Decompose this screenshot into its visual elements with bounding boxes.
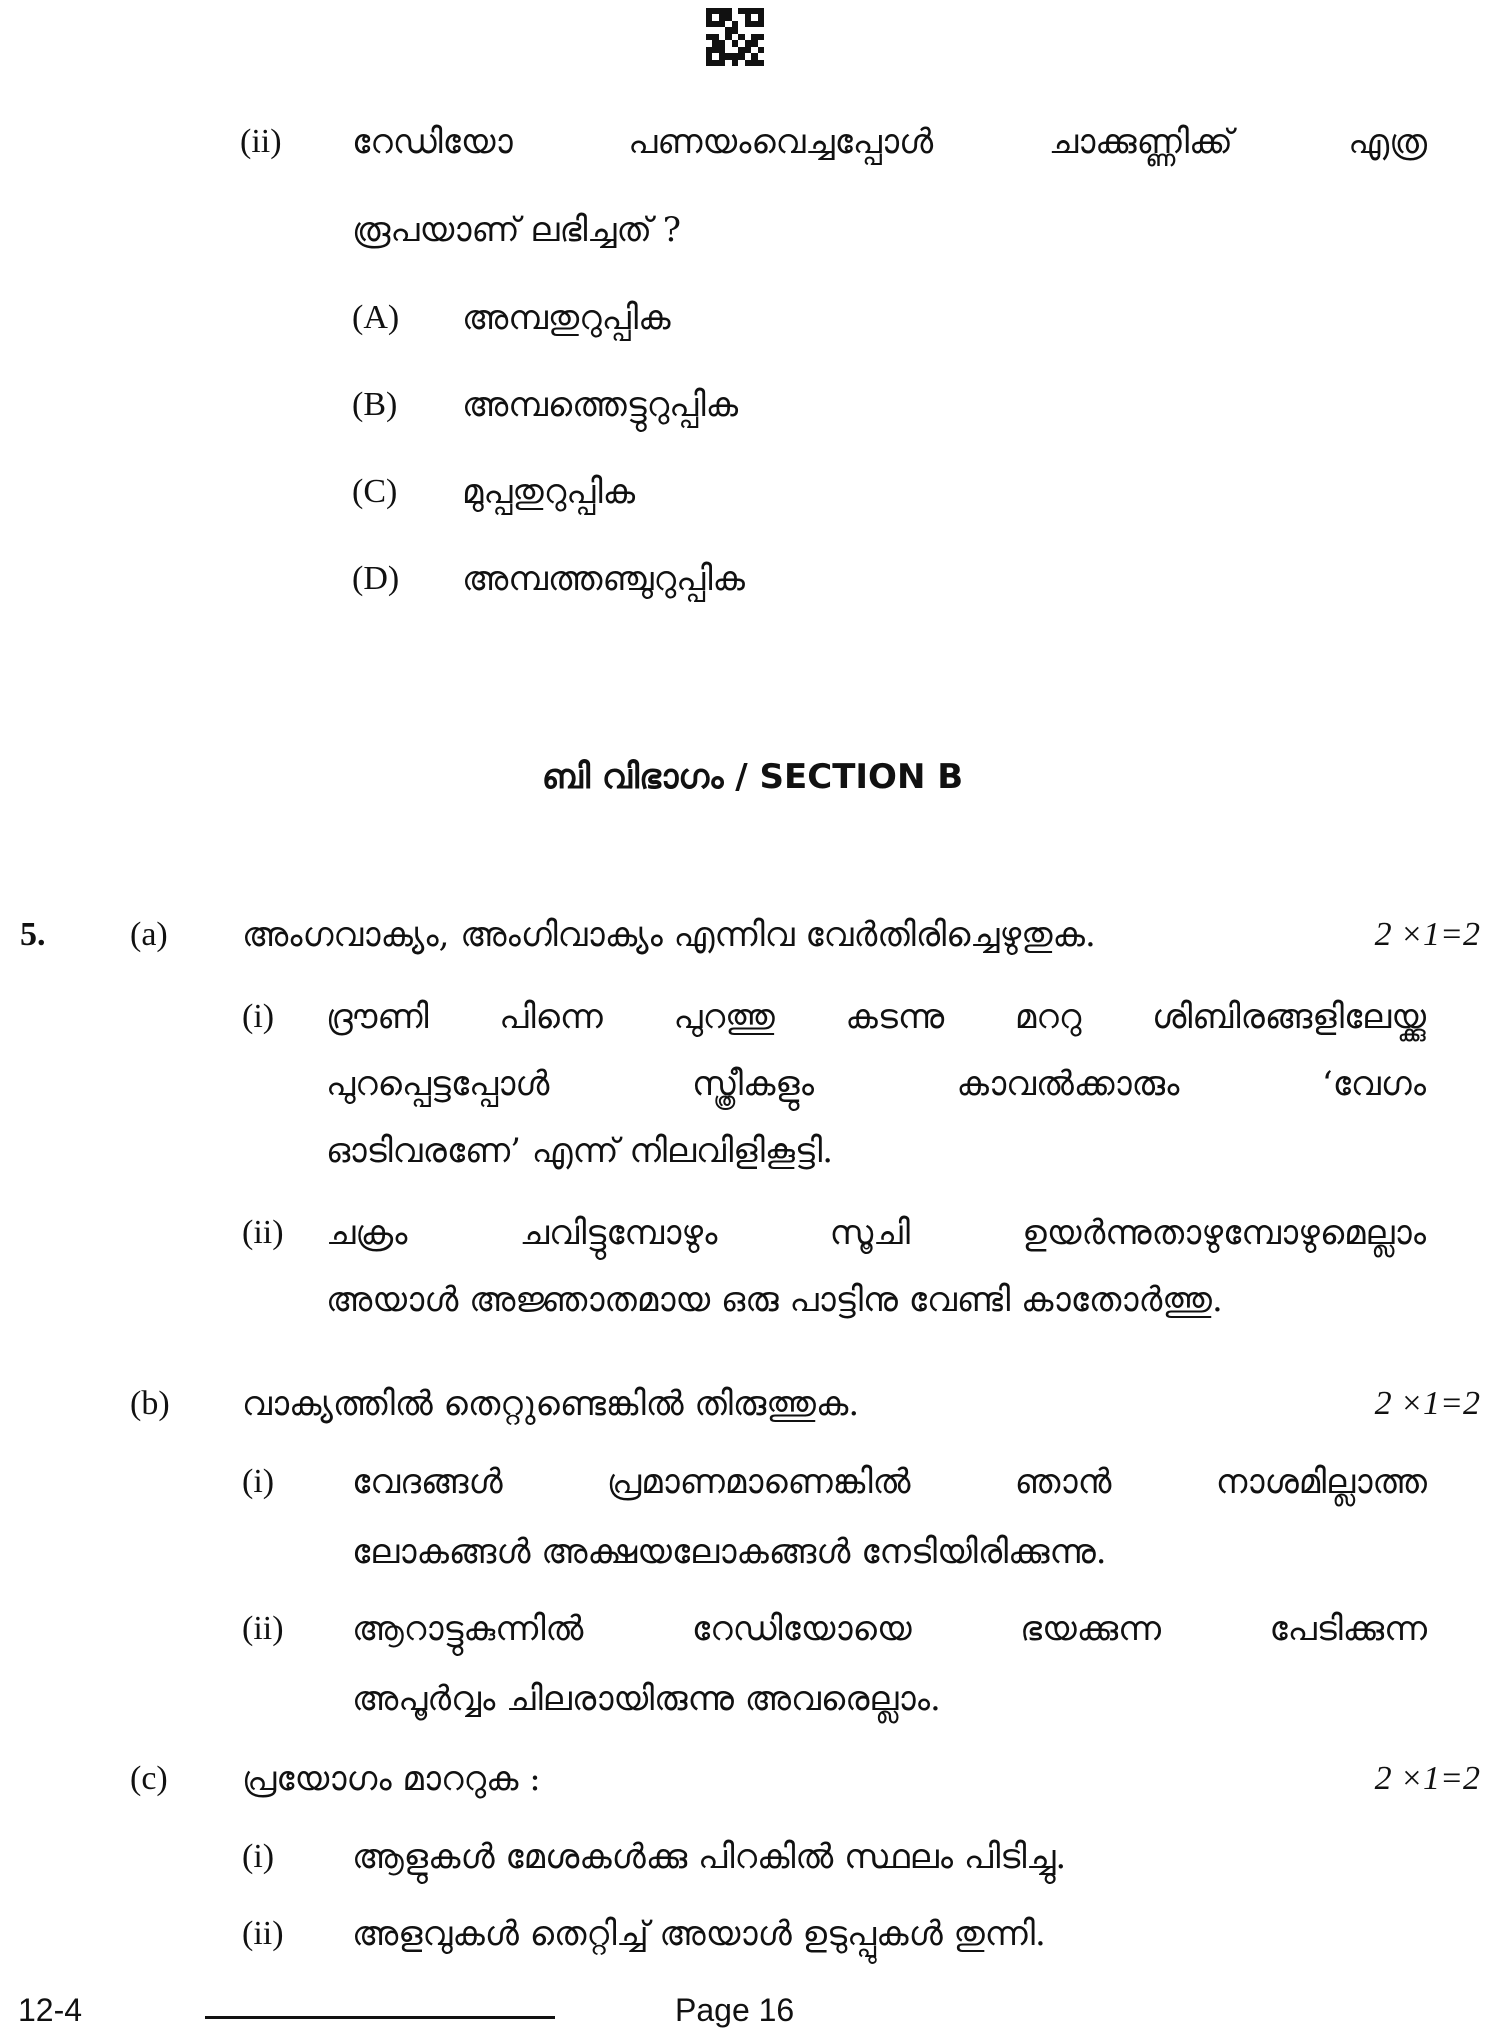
option-b-label: (B) — [352, 386, 398, 423]
word: സ്ത്രീകളും — [692, 1064, 814, 1104]
q4-ii-line2: രൂപയാണ് ലഭിച്ചത് ? — [352, 210, 681, 250]
word: പ്രമാണമാണെങ്കിൽ — [606, 1462, 911, 1502]
q5-b-i-label: (i) — [242, 1463, 275, 1500]
footer-code: 12-4 — [18, 1992, 83, 2028]
q5-a-ii-label: (ii) — [242, 1214, 284, 1251]
q5-b-ii-line2: അപൂർവ്വം ചിലരായിരുന്നു അവരെല്ലാം. — [352, 1679, 941, 1719]
section-heading: ബി വിഭാഗം / SECTION B — [541, 757, 964, 797]
q5-a-i-label: (i) — [242, 998, 275, 1035]
word: ‘വേഗം — [1321, 1064, 1426, 1104]
option-c-text: മുപ്പതുറുപ്പിക — [462, 472, 636, 512]
question-number: 5. — [20, 916, 46, 953]
word: കടന്നു — [845, 997, 945, 1037]
word: മററു — [1014, 997, 1082, 1037]
word: ഉയർന്നുതാഴുമ്പോഴുമെല്ലാം — [1022, 1213, 1426, 1253]
word: ശിബിരങ്ങളിലേയ്ക്കു — [1151, 997, 1426, 1037]
q5-c-i-label: (i) — [242, 1838, 275, 1875]
option-a-text: അമ്പതുറുപ്പിക — [462, 298, 671, 338]
q5-c-ii-label: (ii) — [242, 1915, 284, 1952]
q5-c-prompt: പ്രയോഗം മാററുക : — [242, 1759, 541, 1799]
q5-a-i-line2 — [326, 1062, 1426, 1106]
option-c-label: (C) — [352, 473, 398, 510]
q5-b-label: (b) — [130, 1385, 170, 1422]
option-d-label: (D) — [352, 560, 400, 597]
q4-ii-line1 — [352, 120, 1427, 164]
word: പുറത്തു — [673, 997, 775, 1037]
word: ചക്രം — [326, 1213, 408, 1253]
word: നാശമില്ലാത്ത — [1215, 1462, 1427, 1502]
option-a-label: (A) — [352, 299, 400, 336]
word: കാവൽക്കാരും — [956, 1064, 1180, 1104]
word: റേഡിയോ — [352, 122, 513, 162]
q5-b-marks: 2 ×1=2 — [1374, 1385, 1480, 1422]
q4-ii-label: (ii) — [240, 123, 282, 160]
word: പുറപ്പെട്ടപ്പോൾ — [326, 1064, 550, 1104]
q5-c-marks: 2 ×1=2 — [1374, 1760, 1480, 1797]
option-b-text: അമ്പത്തെട്ടുറുപ്പിക — [462, 385, 739, 425]
word: വേദങ്ങൾ — [352, 1462, 503, 1502]
word: ഭയക്കുന്ന — [1020, 1609, 1161, 1649]
q5-c-label: (c) — [130, 1760, 168, 1797]
word: പിന്നെ — [499, 997, 603, 1037]
q5-b-i-line1 — [352, 1460, 1427, 1504]
word: പണയംവെച്ചപ്പോൾ — [628, 122, 934, 162]
q5-a-prompt: അംഗവാക്യം, അംഗിവാക്യം എന്നിവ വേർതിരിച്ചെഴുതുക. — [242, 915, 1096, 955]
q5-a-ii-line1 — [326, 1211, 1426, 1255]
q5-b-prompt: വാക്യത്തിൽ തെറ്റുണ്ടെങ്കിൽ തിരുത്തുക. — [242, 1384, 860, 1424]
option-d-text: അമ്പത്തഞ്ചുറുപ്പിക — [462, 559, 745, 599]
word: എത്ര — [1348, 122, 1427, 162]
word: റേഡിയോയെ — [691, 1609, 912, 1649]
word: ചവിട്ടുമ്പോഴും — [519, 1213, 718, 1253]
word: സൂചി — [829, 1213, 910, 1253]
q5-c-i-text: ആളുകൾ മേശകൾക്കു പിറകിൽ സ്ഥലം പിടിച്ചു. — [352, 1837, 1067, 1877]
q5-b-ii-label: (ii) — [242, 1610, 284, 1647]
q5-c-ii-text: അളവുകൾ തെറ്റിച്ച് അയാൾ ഉടുപ്പുകൾ തുന്നി. — [352, 1914, 1046, 1954]
word: പേടിക്കുന്ന — [1269, 1609, 1427, 1649]
q5-a-label: (a) — [130, 916, 168, 953]
footer-rule — [205, 2016, 555, 2019]
word: ഞാൻ — [1014, 1462, 1112, 1502]
q5-a-i-line3: ഓടിവരണേ’ എന്ന് നിലവിളികൂട്ടി. — [326, 1131, 834, 1171]
word: ആറാട്ടുകുന്നിൽ — [352, 1609, 584, 1649]
qr-code — [706, 8, 764, 66]
q5-a-ii-line2: അയാൾ അജ്ഞാതമായ ഒരു പാട്ടിനു വേണ്ടി കാതോർത്തു. — [326, 1280, 1223, 1320]
q5-b-i-line2: ലോകങ്ങൾ അക്ഷയലോകങ്ങൾ നേടിയിരിക്കുന്നു. — [352, 1532, 1107, 1572]
q5-a-marks: 2 ×1=2 — [1374, 916, 1480, 953]
q5-a-i-line1 — [326, 995, 1426, 1039]
word: ചാക്കുണ്ണിക്ക് — [1048, 122, 1233, 162]
q5-b-ii-line1 — [352, 1607, 1427, 1651]
footer-page-number: Page 16 — [675, 1992, 795, 2028]
word: ദ്രൗണി — [326, 997, 429, 1037]
